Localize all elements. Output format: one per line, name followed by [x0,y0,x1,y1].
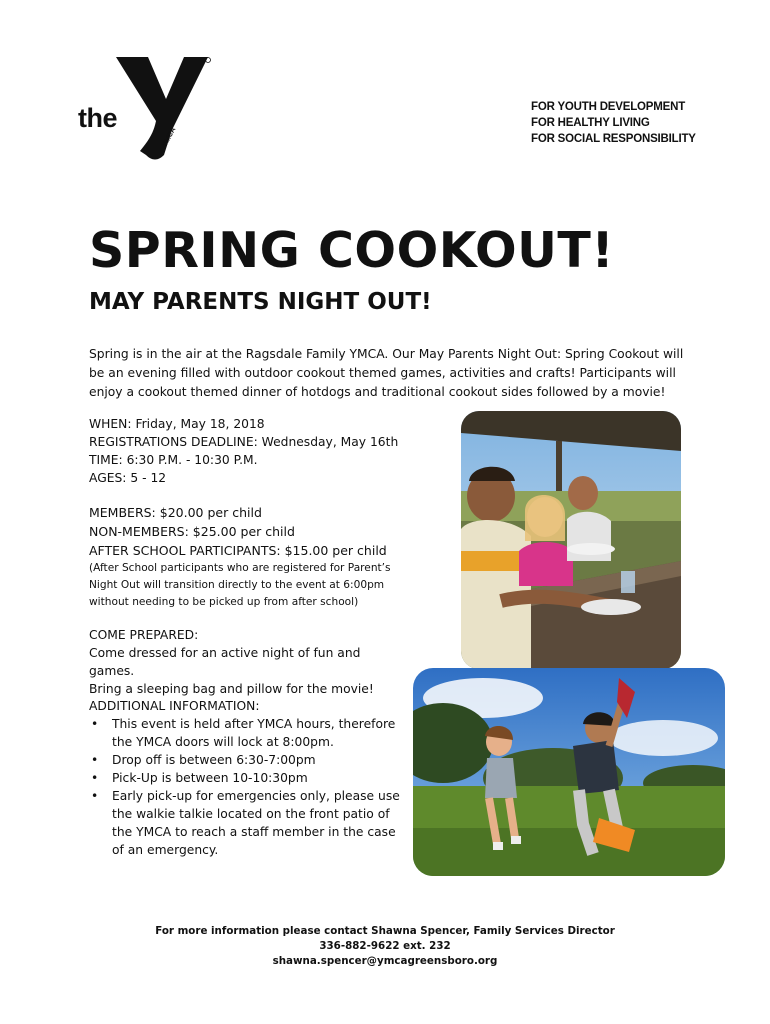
event-details [89,415,409,487]
detail-label: AGES: [89,471,127,485]
info-list [89,715,409,859]
prepared-line: Come dressed for an active night of fun and games. [89,646,361,678]
price-value: $20.00 per child [155,505,262,520]
list-item-text: Pick-Up is between 10-10:30pm [112,771,308,785]
price-after-school [89,541,419,560]
price-non-members [89,522,419,541]
detail-value: 6:30 P.M. - 10:30 P.M. [122,453,258,467]
list-item-text: Early pick-up for emergencies only, please use the walkie talkie located on the front patio of the YMCA to reach a staff member in the case of an emergency. [112,789,400,857]
price-members [89,503,419,522]
detail-label: TIME: [89,453,123,467]
detail-label: WHEN: [89,417,132,431]
detail-value: Wednesday, May 16th [257,435,399,449]
contact-line: For more information please contact Shawna Spencer, Family Services Director [155,925,615,937]
prepared-line: Bring a sleeping bag and pillow for the movie! [89,682,374,696]
tagline-health: FOR HEALTHY LIVING [531,117,650,129]
detail-when [89,415,409,433]
detail-label: REGISTRATIONS DEADLINE: [89,435,258,449]
additional-info-section [89,697,409,859]
bullet-icon: • [91,753,99,767]
list-item-text: This event is held after YMCA hours, therefore the YMCA doors will lock at 8:00pm. [112,717,396,749]
detail-value: Friday, May 18, 2018 [131,417,265,431]
list-item [89,787,409,859]
svg-text:YMCA: YMCA [161,126,178,148]
price-label: AFTER SCHOOL PARTICIPANTS: [89,543,281,558]
detail-deadline [89,433,409,451]
intro-paragraph: Spring is in the air at the Ragsdale Family YMCA. Our May Parents Night Out: Spring Cookout will be an evening filled with outdoor cookout themed games, activities and crafts! Participants will enjoy a cookout themed dinner of hotdogs and traditional cookout sides followed by a movie! [89,347,684,399]
tagline-block [531,99,696,147]
list-item [89,769,409,787]
contact-email[interactable]: shawna.spencer@ymcagreensboro.org [272,955,498,967]
section-heading: ADDITIONAL INFORMATION: [89,699,260,713]
bullet-icon: • [91,717,99,731]
price-value: $15.00 per child [280,543,387,558]
bullet-icon: • [91,771,99,785]
list-item [89,751,409,769]
price-value: $25.00 per child [188,524,295,539]
contact-phone: 336-882-9622 ext. 232 [319,940,451,952]
detail-ages [89,469,409,487]
tagline-youth: FOR YOUTH DEVELOPMENT [531,101,686,113]
price-label: NON-MEMBERS: [89,524,189,539]
logo-wordmark: the [78,103,117,133]
pricing [89,503,419,611]
picnic-photo [461,411,681,669]
contact-footer [0,924,770,969]
price-note: (After School participants who are registered for Parent’s Night Out will transition directly to the event at 6:00pm without needing to be picked up from after school) [89,562,391,608]
field-games-photo [413,668,725,876]
section-heading: COME PREPARED: [89,628,199,642]
price-label: MEMBERS: [89,505,156,520]
ymca-logo [78,55,218,165]
list-item [89,715,409,751]
ymca-y-icon [112,55,212,165]
come-prepared-section [89,626,409,698]
event-subtitle: MAY PARENTS NIGHT OUT! [89,289,432,315]
bullet-icon: • [91,789,99,803]
event-title: SPRING COOKOUT! [89,222,615,279]
list-item-text: Drop off is between 6:30-7:00pm [112,753,316,767]
detail-value: 5 - 12 [126,471,167,485]
tagline-social: FOR SOCIAL RESPONSIBILITY [531,133,696,145]
detail-time [89,451,409,469]
